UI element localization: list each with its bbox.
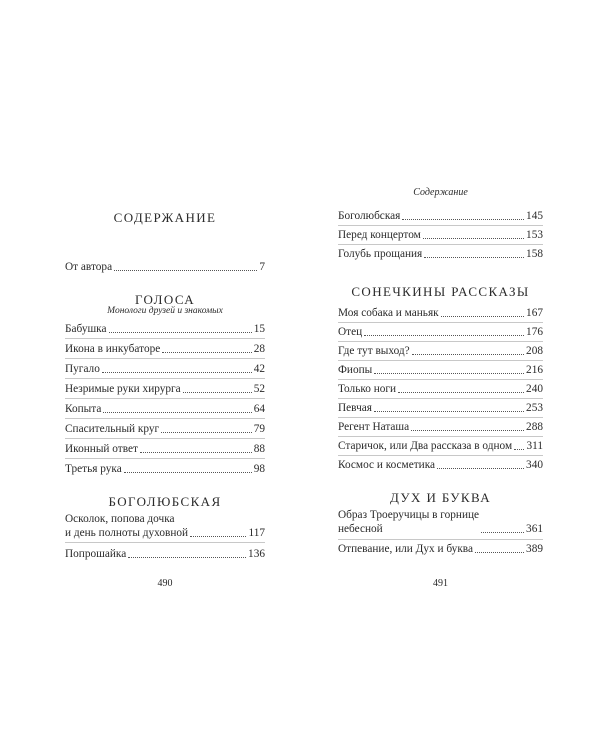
dot-leader: [411, 430, 524, 431]
dot-leader: [412, 354, 524, 355]
dot-leader: [398, 392, 524, 393]
toc-entry[interactable]: [65, 462, 265, 476]
dot-leader: [364, 335, 524, 336]
entry-title: Певчая: [338, 402, 372, 414]
entry-title: Только ноги: [338, 383, 397, 395]
toc-entry[interactable]: [338, 363, 543, 377]
divider: [338, 455, 543, 456]
section-subtitle-golosa: Монологи друзей и знакомых: [107, 306, 223, 316]
dot-leader: [140, 452, 252, 453]
entry-title: Отец: [338, 326, 363, 338]
divider: [338, 322, 543, 323]
entry-title: Фиопы: [338, 364, 373, 376]
entry-title: Боголюбская: [338, 210, 401, 222]
entry-page: 117: [248, 527, 265, 539]
dot-leader: [374, 411, 524, 412]
entry-page: 216: [526, 364, 543, 376]
entry-title: Третья рука: [65, 463, 122, 475]
entry-page: 311: [526, 440, 543, 452]
toc-entry[interactable]: [338, 542, 543, 556]
entry-title: Пугало: [65, 363, 100, 375]
entry-title: Иконный ответ: [65, 443, 138, 455]
entry-title: Незримые руки хирурга: [65, 383, 181, 395]
right-page: [338, 0, 543, 750]
entry-title-line-2: небесной: [338, 523, 383, 535]
entry-page: 240: [526, 383, 543, 395]
entry-page: 98: [253, 463, 265, 475]
entry-page: 153: [526, 229, 543, 241]
toc-entry[interactable]: [338, 228, 543, 242]
dot-leader: [441, 316, 524, 317]
entry-page: 167: [526, 307, 543, 319]
section-title-sonechkiny: СОНЕЧКИНЫ РАССКАЗЫ: [351, 284, 530, 299]
section-title-bogolyubskaya: БОГОЛЮБСКАЯ: [108, 494, 222, 509]
entry-page: 64: [253, 403, 265, 415]
entry-page: 288: [526, 421, 543, 433]
toc-entry[interactable]: [65, 422, 265, 436]
left-page: [65, 0, 265, 750]
toc-entry[interactable]: [65, 362, 265, 376]
entry-page: 253: [526, 402, 543, 414]
dot-leader: [475, 552, 524, 553]
dot-leader: [128, 557, 246, 558]
entry-title: [65, 512, 188, 540]
entry-page: 42: [253, 363, 265, 375]
divider: [65, 338, 265, 339]
toc-entry[interactable]: [338, 439, 543, 453]
divider: [338, 539, 543, 540]
entry-page: 145: [526, 210, 543, 222]
entry-page: 15: [253, 323, 265, 335]
entry-page: 79: [253, 423, 265, 435]
dot-leader: [103, 412, 251, 413]
toc-entry[interactable]: [65, 342, 265, 356]
entry-title: Старичок, или Два рассказа в одном: [338, 440, 513, 452]
dot-leader: [109, 332, 252, 333]
dot-leader: [437, 468, 524, 469]
section-title-dukh: ДУХ И БУКВА: [389, 490, 492, 505]
toc-entry[interactable]: [338, 508, 543, 536]
entry-title: Моя собака и маньяк: [338, 307, 439, 319]
toc-entry[interactable]: [65, 402, 265, 416]
entry-page: 361: [526, 523, 543, 535]
divider: [338, 341, 543, 342]
entry-title: От автора: [65, 261, 113, 273]
dot-leader: [514, 449, 524, 450]
entry-title: Отпевание, или Дух и буква: [338, 543, 474, 555]
toc-entry[interactable]: [338, 247, 543, 261]
dot-leader: [423, 238, 524, 239]
toc-entry[interactable]: [338, 306, 543, 320]
entry-title: Перед концертом: [338, 229, 421, 241]
toc-entry[interactable]: [65, 442, 265, 456]
toc-entry[interactable]: [65, 512, 265, 540]
entry-title: [338, 508, 479, 536]
dot-leader: [114, 270, 257, 271]
entry-page: 28: [253, 343, 265, 355]
toc-entry[interactable]: [338, 382, 543, 396]
entry-page: 176: [526, 326, 543, 338]
divider: [338, 417, 543, 418]
entry-page: 208: [526, 345, 543, 357]
divider: [338, 398, 543, 399]
divider: [65, 438, 265, 439]
toc-entry-foreword[interactable]: [65, 260, 265, 274]
dot-leader: [183, 392, 252, 393]
dot-leader: [424, 257, 524, 258]
dot-leader: [161, 432, 252, 433]
entry-title-line-1: Образ Троеручицы в горнице: [338, 509, 480, 521]
toc-entry[interactable]: [65, 382, 265, 396]
divider: [65, 542, 265, 543]
divider: [338, 436, 543, 437]
toc-entry[interactable]: [338, 325, 543, 339]
entry-page: 158: [526, 248, 543, 260]
toc-entry[interactable]: [338, 344, 543, 358]
divider: [338, 360, 543, 361]
entry-title: Голубь прощания: [338, 248, 423, 260]
toc-entry[interactable]: [65, 322, 265, 336]
divider: [65, 378, 265, 379]
divider: [65, 458, 265, 459]
dot-leader: [162, 352, 251, 353]
dot-leader: [374, 373, 524, 374]
entry-title: Копыта: [65, 403, 102, 415]
running-head: Содержание: [413, 187, 468, 198]
dot-leader: [402, 219, 524, 220]
entry-page: 7: [259, 261, 265, 273]
entry-title: Икона в инкубаторе: [65, 343, 161, 355]
divider: [338, 225, 543, 226]
contents-title: СОДЕРЖАНИЕ: [113, 210, 217, 225]
entry-title: Регент Наташа: [338, 421, 410, 433]
toc-entry[interactable]: [338, 209, 543, 223]
entry-title: Где тут выход?: [338, 345, 410, 357]
entry-title-line-1: Осколок, попова дочка: [65, 513, 175, 525]
toc-entry[interactable]: [65, 547, 265, 561]
divider: [65, 418, 265, 419]
dot-leader: [190, 536, 246, 537]
page-number-left: 490: [157, 578, 173, 589]
toc-entry[interactable]: [338, 401, 543, 415]
divider: [65, 398, 265, 399]
entry-title: Попрошайка: [65, 548, 127, 560]
entry-page: 52: [253, 383, 265, 395]
divider: [338, 379, 543, 380]
dot-leader: [124, 472, 252, 473]
section-title-golosa: ГОЛОСА: [134, 292, 196, 307]
entry-title: Бабушка: [65, 323, 107, 335]
entry-title-line-2: и день полноты духовной: [65, 527, 189, 539]
divider: [338, 244, 543, 245]
divider: [65, 358, 265, 359]
entry-page: 389: [526, 543, 543, 555]
toc-entry[interactable]: [338, 420, 543, 434]
dot-leader: [102, 372, 252, 373]
entry-page: 136: [248, 548, 265, 560]
entry-page: 340: [526, 459, 543, 471]
entry-page: 88: [253, 443, 265, 455]
dot-leader: [481, 532, 524, 533]
entry-title: Спасительный круг: [65, 423, 160, 435]
toc-entry[interactable]: [338, 458, 543, 472]
entry-title: Космос и косметика: [338, 459, 436, 471]
page-number-right: 491: [433, 578, 448, 589]
